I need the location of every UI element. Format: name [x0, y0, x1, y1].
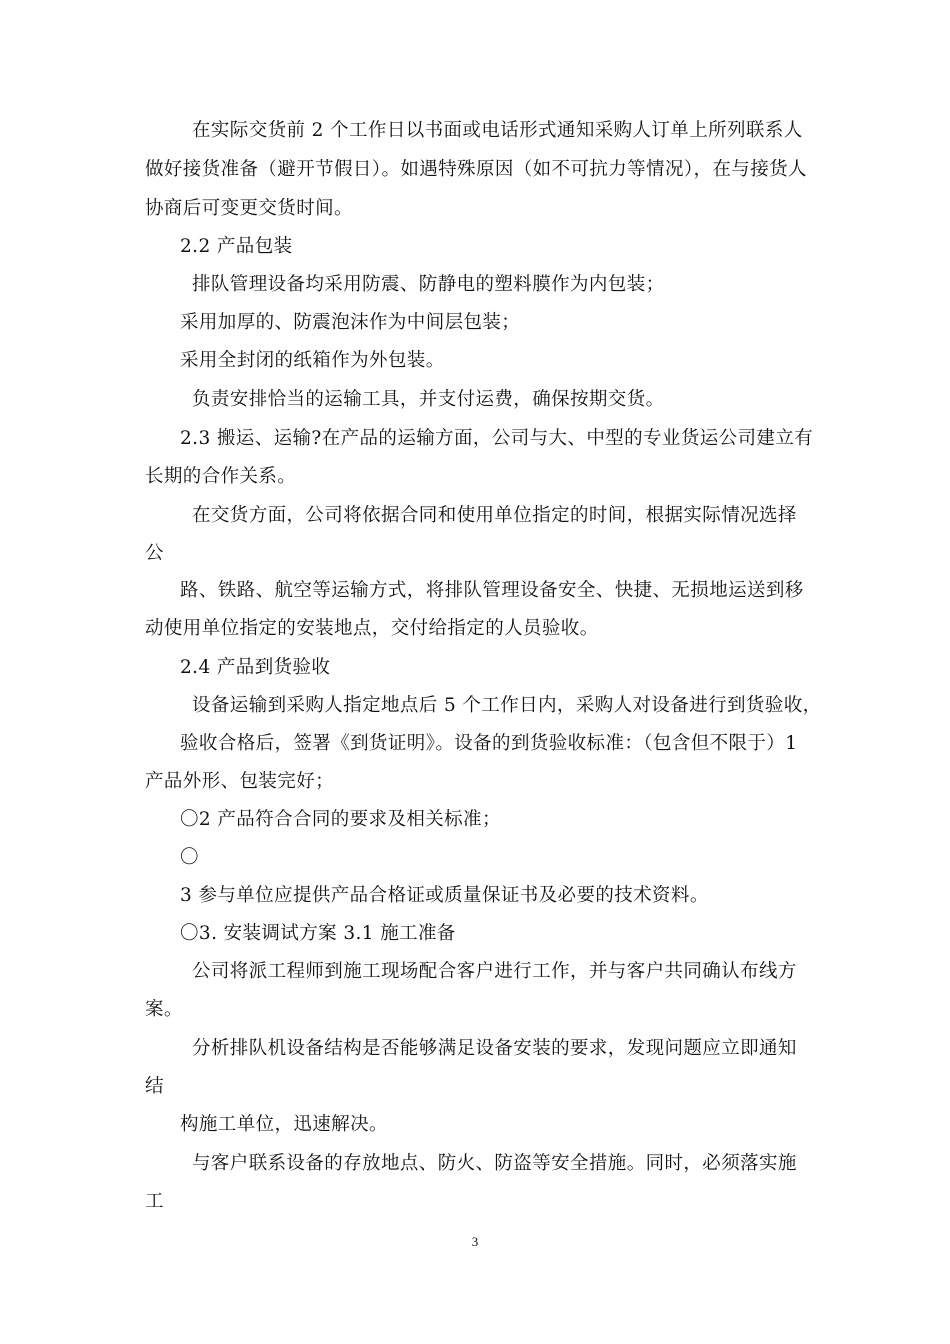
paragraph-line: 在交货方面，公司将依据合同和使用单位指定的时间，根据实际情况选择 — [192, 505, 797, 526]
paragraph-line: 长期的合作关系。 — [145, 466, 297, 487]
paragraph-line: 设备运输到采购人指定地点后 5 个工作日内，采购人对设备进行到货验收， — [192, 695, 822, 716]
paragraph-line: 产品外形、包装完好； — [145, 771, 335, 792]
section-heading: 2.4 产品到货验收 — [180, 657, 331, 678]
list-item: 〇2 产品符合合同的要求及相关标准； — [180, 809, 501, 830]
section-heading: 2.3 搬运、运输?在产品的运输方面，公司与大、中型的专业货运公司建立有 — [180, 428, 814, 449]
page-number: 3 — [471, 1234, 479, 1249]
paragraph-line: 负责安排恰当的运输工具，并支付运费，确保按期交货。 — [192, 389, 665, 410]
list-item: 〇 — [180, 847, 199, 868]
paragraph-line: 动使用单位指定的安装地点，交付给指定的人员验收。 — [145, 618, 599, 639]
paragraph-line: 结 — [145, 1076, 164, 1097]
list-item: 3 参与单位应提供产品合格证或质量保证书及必要的技术资料。 — [180, 885, 709, 906]
paragraph-line: 验收合格后，签署《到货证明》。设备的到货验收标准：（包含但不限于）1 — [180, 733, 798, 754]
paragraph-line: 做好接货准备（避开节假日）。如遇特殊原因（如不可抗力等情况），在与接货人 — [145, 159, 807, 180]
section-heading: 〇3. 安装调试方案 3.1 施工准备 — [180, 923, 456, 944]
paragraph-line: 分析排队机设备结构是否能够满足设备安装的要求，发现问题应立即通知 — [192, 1038, 797, 1059]
paragraph-line: 与客户联系设备的存放地点、防火、防盗等安全措施。同时，必须落实施 — [192, 1153, 797, 1174]
paragraph-line: 构施工单位，迅速解决。 — [180, 1114, 388, 1135]
section-heading: 2.2 产品包装 — [180, 236, 293, 257]
paragraph-line: 工 — [145, 1191, 164, 1212]
paragraph-line: 采用加厚的、防震泡沫作为中间层包装； — [180, 312, 521, 333]
paragraph-line: 路、铁路、航空等运输方式，将排队管理设备安全、快捷、无损地运送到移 — [180, 580, 804, 601]
paragraph-line: 协商后可变更交货时间。 — [145, 198, 353, 219]
paragraph-line: 公 — [145, 543, 164, 564]
paragraph-line: 排队管理设备均采用防震、防静电的塑料膜作为内包装； — [192, 274, 665, 295]
paragraph-line: 案。 — [145, 999, 183, 1020]
paragraph-line: 公司将派工程师到施工现场配合客户进行工作，并与客户共同确认布线方 — [192, 961, 797, 982]
paragraph-line: 在实际交货前 2 个工作日以书面或电话形式通知采购人订单上所列联系人 — [192, 120, 803, 141]
paragraph-line: 采用全封闭的纸箱作为外包装。 — [180, 350, 445, 371]
